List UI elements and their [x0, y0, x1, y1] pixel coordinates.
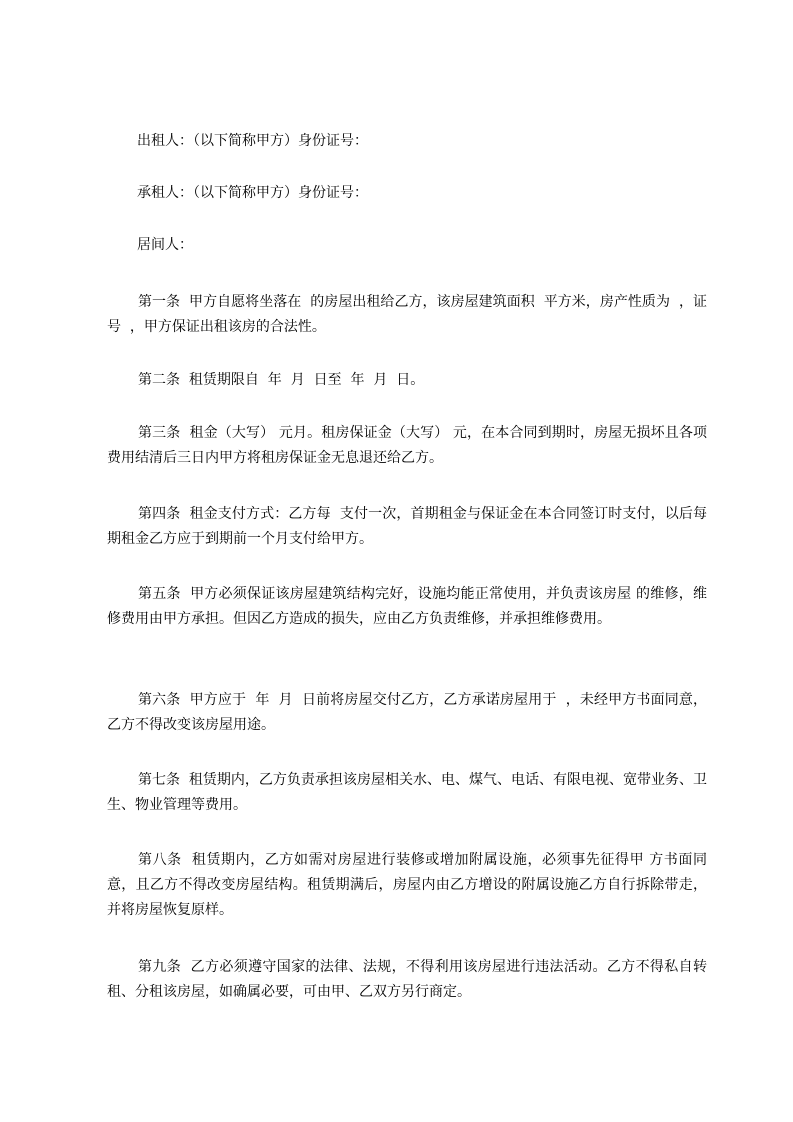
clause-1: 第一条 甲方自愿将坐落在 的房屋出租给乙方，该房屋建筑面积 平方米，房产性质为 ，证号 ，甲方保证出租该房的合法性。: [107, 294, 707, 335]
clause-5: 第五条 甲方必须保证该房屋建筑结构完好，设施均能正常使用，并负责该房屋 的维修，维修费用由甲方承担。但因乙方造成的损失，应由乙方负责维修，并承担维修费用。: [107, 586, 707, 627]
clause-3: 第三条 租金（大写） 元月。租房保证金（大写） 元，在本合同到期时，房屋无损坏且各项费用结清后三日内甲方将租房保证金无息退还给乙方。: [107, 425, 707, 466]
clause-2: 第二条 租赁期限自 年 月 日至 年 月 日。: [138, 372, 425, 388]
clause-7: 第七条 租赁期内，乙方负责承担该房屋相关水、电、煤气、电话、有限电视、宽带业务、卫生、物业管理等费用。: [107, 772, 707, 813]
clause-6: 第六条 甲方应于 年 月 日前将房屋交付乙方，乙方承诺房屋用于 ，未经甲方书面同意，乙方不得改变该房屋用途。: [107, 692, 707, 733]
intermediary-line: 居间人：: [137, 237, 193, 253]
clause-8: 第八条 租赁期内，乙方如需对房屋进行装修或增加附属设施，必须事先征得甲 方书面同意，且乙方不得改变房屋结构。租赁期满后，房屋内由乙方增设的附属设施乙方自行拆除带走，并将房屋恢复原样。: [107, 852, 707, 918]
lessor-line: 出租人：（以下简称甲方）身份证号：: [137, 133, 368, 149]
lessee-line: 承租人：（以下简称甲方）身份证号：: [137, 185, 368, 201]
clause-4: 第四条 租金支付方式：乙方每 支付一次，首期租金与保证金在本合同签订时支付，以后每期租金乙方应于到期前一个月支付给甲方。: [107, 506, 707, 547]
clause-9: 第九条 乙方必须遵守国家的法律、法规，不得利用该房屋进行违法活动。乙方不得私自转租、分租该房屋，如确属必要，可由甲、乙双方另行商定。: [107, 959, 707, 1000]
